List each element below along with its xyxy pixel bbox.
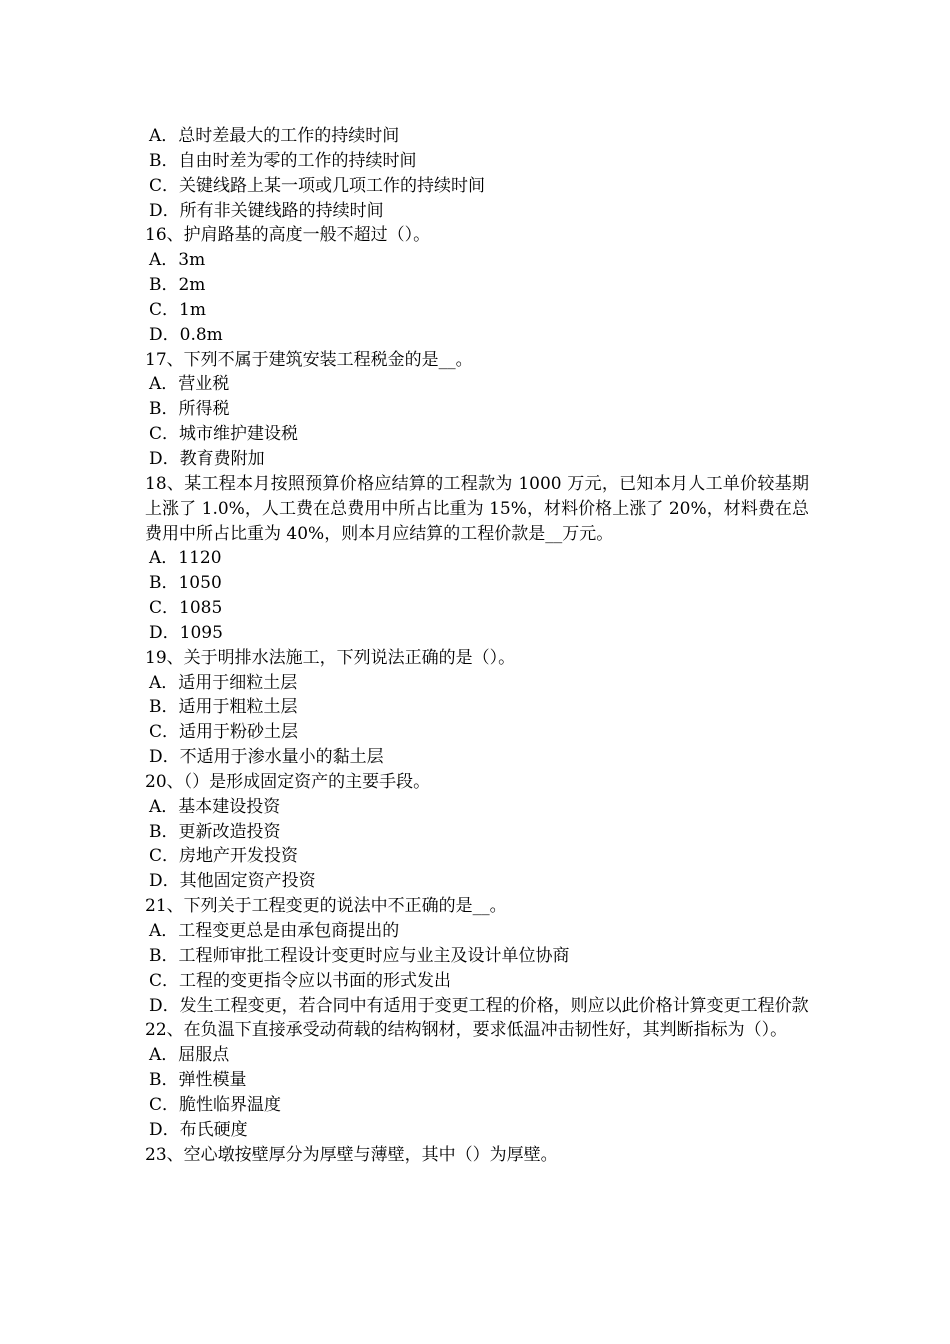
question-16: 16、护肩路基的高度一般不超过（）。 [145, 225, 431, 246]
option-line: C．1085 [149, 598, 223, 619]
option-line: B．弹性模量 [149, 1070, 247, 1091]
option-line: B．2m [149, 275, 206, 296]
option-line: C．适用于粉砂土层 [149, 722, 299, 743]
option-line: B．工程师审批工程设计变更时应与业主及设计单位协商 [149, 945, 570, 966]
option-line: A．屈服点 [149, 1045, 230, 1066]
option-line: C．城市维护建设税 [149, 424, 299, 445]
option-line: B．1050 [149, 573, 222, 594]
option-line: C．工程的变更指令应以书面的形式发出 [149, 970, 452, 991]
option-line: D．其他固定资产投资 [149, 871, 316, 892]
option-line: C．关键线路上某一项或几项工作的持续时间 [149, 175, 486, 196]
option-line: C．房地产开发投资 [149, 846, 299, 867]
option-line: A．基本建设投资 [149, 796, 281, 817]
document-body [145, 124, 809, 1167]
option-line: D．发生工程变更，若合同中有适用于变更工程的价格，则应以此价格计算变更工程价款 [149, 995, 809, 1016]
option-line: B．所得税 [149, 399, 230, 420]
option-line: D．不适用于渗水量小的黏土层 [149, 747, 384, 768]
option-line: D．教育费附加 [149, 448, 265, 469]
option-line: A．营业税 [149, 374, 230, 395]
option-line: B．适用于粗粒土层 [149, 697, 298, 718]
question-21: 21、下列关于工程变更的说法中不正确的是__。 [145, 896, 507, 917]
question-18: 18、某工程本月按照预算价格应结算的工程款为 1000 万元，已知本月人工单价较基期上涨了 1.0%，人工费在总费用中所占比重为 15%，材料价格上涨了 20%，材料费在总费用中所占比重为 40%，则本月应结算的工程价款是__万元。 [145, 473, 809, 544]
option-line: D．布氏硬度 [149, 1119, 248, 1140]
option-line: B．更新改造投资 [149, 821, 281, 842]
option-line: A．工程变更总是由承包商提出的 [149, 921, 400, 941]
question-20: 20、（）是形成固定资产的主要手段。 [145, 771, 431, 792]
option-line: A．3m [149, 250, 206, 271]
option-line: A．1120 [149, 548, 222, 569]
question-17: 17、下列不属于建筑安装工程税金的是__。 [145, 349, 473, 370]
option-line: C．脆性临界温度 [149, 1094, 282, 1115]
option-line: D．所有非关键线路的持续时间 [149, 200, 384, 221]
option-line: C．1m [149, 299, 206, 320]
option-line: A．适用于细粒土层 [149, 672, 298, 693]
option-line: D．0.8m [149, 324, 223, 345]
option-line: B．自由时差为零的工作的持续时间 [149, 150, 417, 171]
option-line: A．总时差最大的工作的持续时间 [149, 126, 400, 146]
question-19: 19、关于明排水法施工，下列说法正确的是（）。 [145, 647, 516, 668]
question-22: 22、在负温下直接承受动荷载的结构钢材，要求低温冲击韧性好，其判断指标为（）。 [145, 1020, 788, 1041]
question-23: 23、空心墩按壁厚分为厚壁与薄壁，其中（）为厚壁。 [145, 1144, 558, 1165]
option-line: D．1095 [149, 622, 223, 643]
